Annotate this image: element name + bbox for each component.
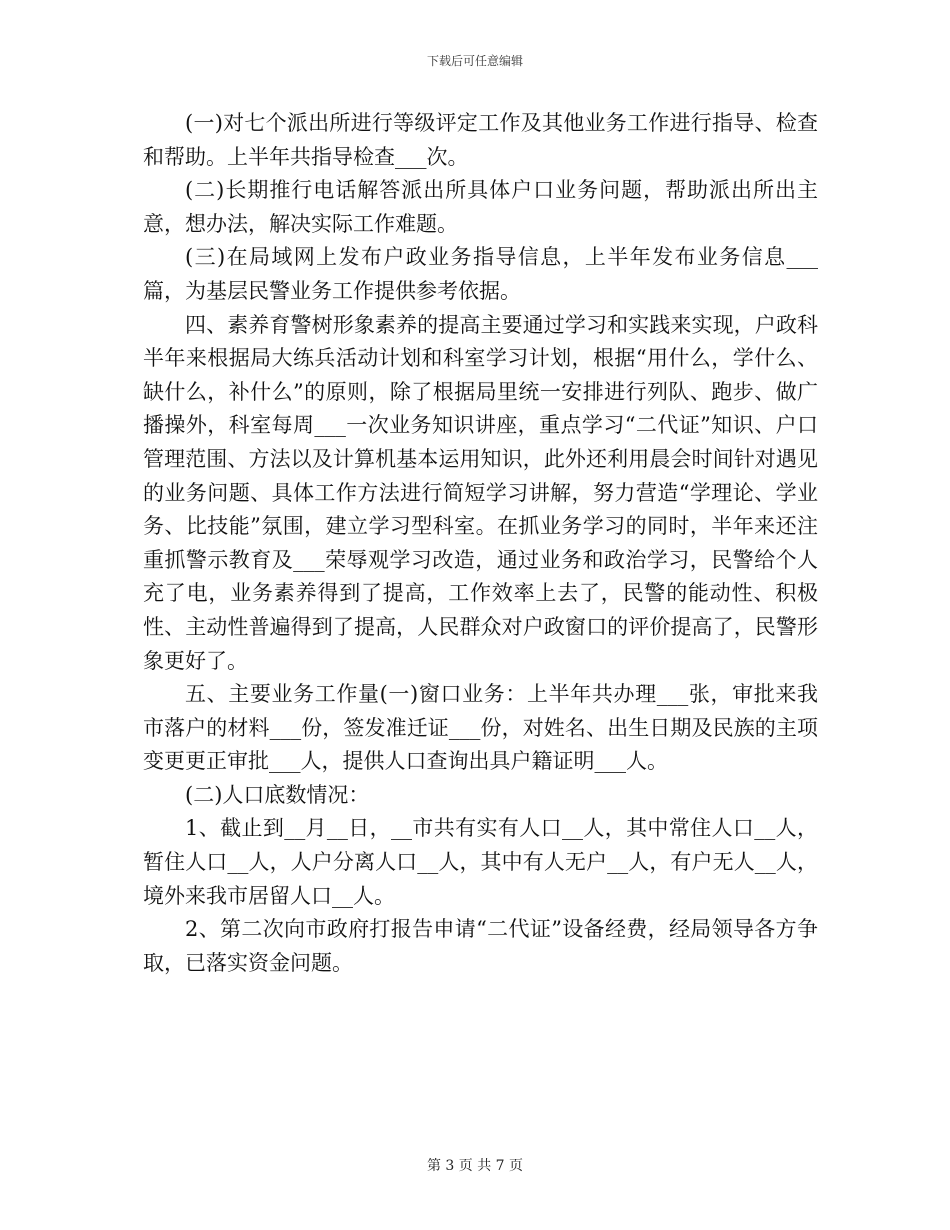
paragraph-funding-request: 2、第二次向市政府打报告申请“二代证”设备经费，经局领导各方争取，已落实资金问题。 — [143, 917, 818, 975]
paragraph-population-heading: (二)人口底数情况： — [185, 782, 370, 807]
page-number: 第 3 页 共 7 页 — [426, 1158, 524, 1174]
paragraph-workload-window: 五、主要业务工作量(一)窗口业务：上半年共办理___张，审批来我市落户的材料___份，签发准迁证___份，对姓名、出生日期及民族的主项变更更正审批___人，提供人口查询出具户籍证明___人。 — [143, 682, 818, 774]
paragraph-lan-publishing: (三)在局域网上发布户政业务指导信息，上半年发布业务信息___篇，为基层民警业务工作提供参考依据。 — [143, 245, 818, 303]
paragraph-training-image: 四、素养育警树形象素养的提高主要通过学习和实践来实现，户政科半年来根据局大练兵活动计划和科室学习计划，根据“用什么，学什么、缺什么，补什么”的原则，除了根据局里统一安排进行列队、跑步、做广播操外，科室每周___一次业务知识讲座，重点学习“二代证”知识、户口管理范围、方法以及计算机基本运用知识，此外还利用晨会时间针对遇见的业务问题、具体工作方法进行简短学习讲解，努力营造“学理论、学业务、比技能”氛围，建立学习型科室。在抓业务学习的同时，半年来还注重抓警示教育及___荣辱观学习改造，通过业务和政治学习，民警给个人充了电，业务素养得到了提高，工作效率上去了，民警的能动性、积极性、主动性普遍得到了提高，人民群众对户政窗口的评价提高了，民警形象更好了。 — [143, 312, 818, 673]
paragraph-phone-support: (二)长期推行电话解答派出所具体户口业务问题，帮助派出所出主意，想办法，解决实际工作难题。 — [143, 178, 818, 236]
header-text: 下载后可任意编辑 — [426, 54, 523, 68]
page-footer — [0, 1155, 950, 1175]
page-header — [0, 52, 950, 69]
document-body — [143, 107, 818, 980]
paragraph-population-stats: 1、截止到__月__日，__市共有实有人口__人，其中常住人口__人，暂住人口__人，人户分离人口__人，其中有人无户__人，有户无人__人，境外来我市居留人口__人。 — [143, 816, 818, 908]
paragraph-guidance-inspection: (一)对七个派出所进行等级评定工作及其他业务工作进行指导、检查和帮助。上半年共指导检查___次。 — [143, 111, 818, 169]
